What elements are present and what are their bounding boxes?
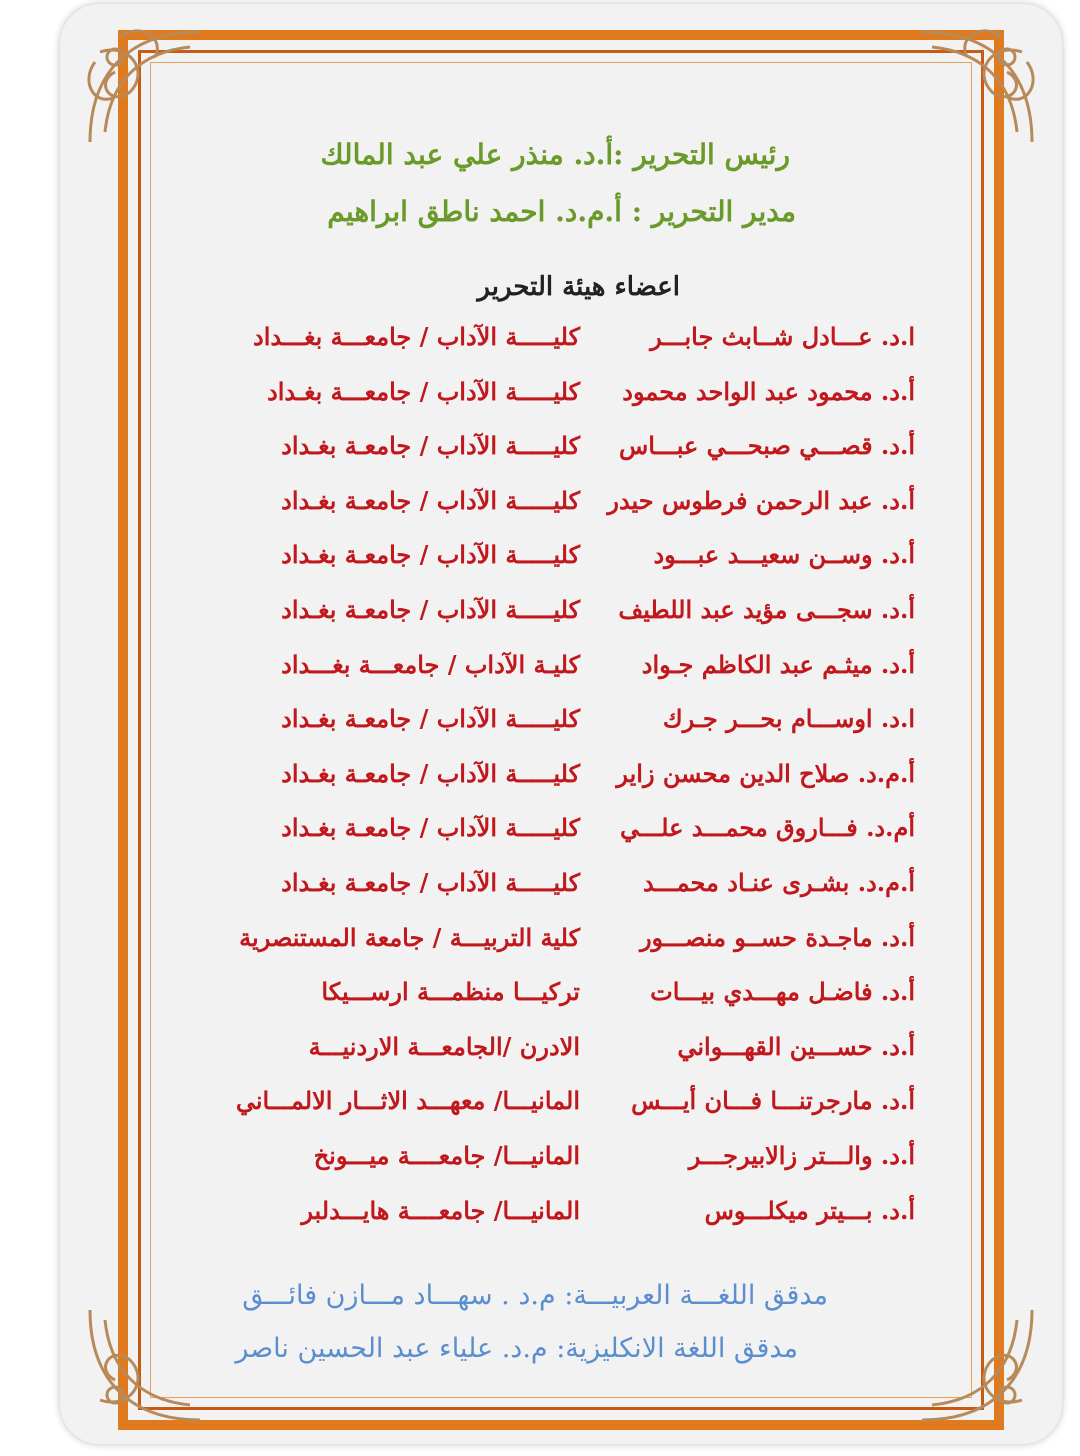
- member-institution: كليـــــة الآداب / جامعـة بغـداد: [281, 594, 580, 624]
- member-name: أ.د. فاضـل مهـــدي بيـــات: [650, 977, 915, 1007]
- member-institution: كلية التربيـــة / جامعة المستنصرية: [239, 922, 580, 952]
- member-institution: كليـــــة الآداب / جامعـة بغـداد: [281, 758, 580, 788]
- editor-in-chief: رئيس التحرير :أ.د. منذر علي عبد المالك: [320, 138, 790, 171]
- member-name: ا.د. عـــادل شــابث جابـــر: [650, 322, 915, 351]
- member-institution: تركيـــا منظمـــة ارســـيكا: [321, 977, 580, 1007]
- member-institution: كليـــــة الآداب / جامعـة بغـداد: [281, 813, 580, 843]
- member-name: أ.د. سجـــى مؤيد عبد اللطيف: [618, 594, 915, 624]
- member-name: أ.د. مارجرتنـــا فـــان أيـــس: [631, 1086, 915, 1116]
- member-name: ا.د. اوســـام بحـــر جـرك: [662, 704, 915, 734]
- managing-editor: مدير التحرير : أ.م.د. احمد ناطق ابراهيم: [327, 195, 796, 228]
- list-item: [0, 431, 1080, 486]
- member-name: أ.د. والـــتر زالابيرجـــر: [688, 1140, 915, 1170]
- english-proofreader: مدقق اللغة الانكليزية: م.د. علياء عبد الحسين ناصر: [235, 1333, 798, 1364]
- list-item: [0, 1032, 1080, 1087]
- list-item: [0, 1086, 1080, 1141]
- member-name: أ.م.د. صلاح الدين محسن زاير: [616, 758, 915, 788]
- board-members-list: [0, 322, 1080, 1250]
- member-institution: كليـــــة الآداب / جامعـــة بغـــداد: [253, 322, 580, 351]
- member-name: أم.د. فـــاروق محمـــد علـــي: [620, 813, 915, 843]
- member-name: أ.د. عبد الرحمن فرطوس حيدر: [607, 485, 915, 515]
- board-title: اعضاء هيئة التحرير: [477, 272, 680, 302]
- list-item: [0, 650, 1080, 705]
- list-item: [0, 868, 1080, 923]
- corner-ornament-icon: [70, 1290, 220, 1440]
- member-institution: كليـــــة الآداب / جامعـــة بغـداد: [267, 376, 580, 406]
- member-institution: كليـــــة الآداب / جامعـة بغـداد: [281, 485, 580, 515]
- list-item: [0, 322, 1080, 377]
- member-institution: كليـــــة الآداب / جامعـة بغـداد: [281, 867, 580, 897]
- list-item: [0, 486, 1080, 541]
- member-institution: كليـــــة الآداب / جامعـة بغـداد: [281, 540, 580, 570]
- list-item: [0, 595, 1080, 650]
- member-name: أ.د. ماجـدة حســو منصـــور: [639, 922, 915, 952]
- member-institution: كليـــــة الآداب / جامعـة بغـداد: [281, 431, 580, 461]
- list-item: [0, 704, 1080, 759]
- member-name: أ.د. وســن سعيـــد عبـــود: [653, 540, 915, 570]
- member-institution: كليـــــة الآداب / جامعـة بغـداد: [281, 704, 580, 734]
- member-institution: المانيـــا/ جامعــــة هايـــدلبر: [301, 1195, 580, 1225]
- list-item: [0, 977, 1080, 1032]
- corner-ornament-icon: [70, 12, 220, 162]
- list-item: [0, 1196, 1080, 1251]
- list-item: [0, 813, 1080, 868]
- corner-ornament-icon: [902, 12, 1052, 162]
- list-item: [0, 540, 1080, 595]
- arabic-proofreader: مدقق اللغـــة العربيـــة: م.د . سهـــاد مـــازن فائـــق: [242, 1280, 828, 1311]
- member-name: أ.د. بـــيتر ميكلـــوس: [704, 1195, 915, 1225]
- member-name: أ.م.د. بشـرى عنـاد محمـــد: [642, 867, 915, 897]
- member-institution: المانيـــا/ معهـــد الاثـــار الالمـــاني: [235, 1086, 580, 1116]
- member-institution: الادرن /الجامعـــة الاردنيـــة: [308, 1031, 580, 1061]
- list-item: [0, 377, 1080, 432]
- member-name: أ.د. قصـــي صبحـــي عبـــاس: [619, 431, 915, 461]
- member-institution: المانيـــا/ جامعــــة ميـــونخ: [313, 1140, 580, 1170]
- list-item: [0, 923, 1080, 978]
- member-name: أ.د. ميثـم عبد الكاظم جـواد: [641, 649, 915, 679]
- list-item: [0, 1141, 1080, 1196]
- member-name: أ.د. محمود عبد الواحد محمود: [622, 376, 915, 406]
- corner-ornament-icon: [902, 1290, 1052, 1440]
- member-institution: كليـة الآداب / جامعـــة بغـــداد: [281, 649, 580, 679]
- list-item: [0, 759, 1080, 814]
- member-name: أ.د. حســـين القهـــواني: [677, 1031, 915, 1061]
